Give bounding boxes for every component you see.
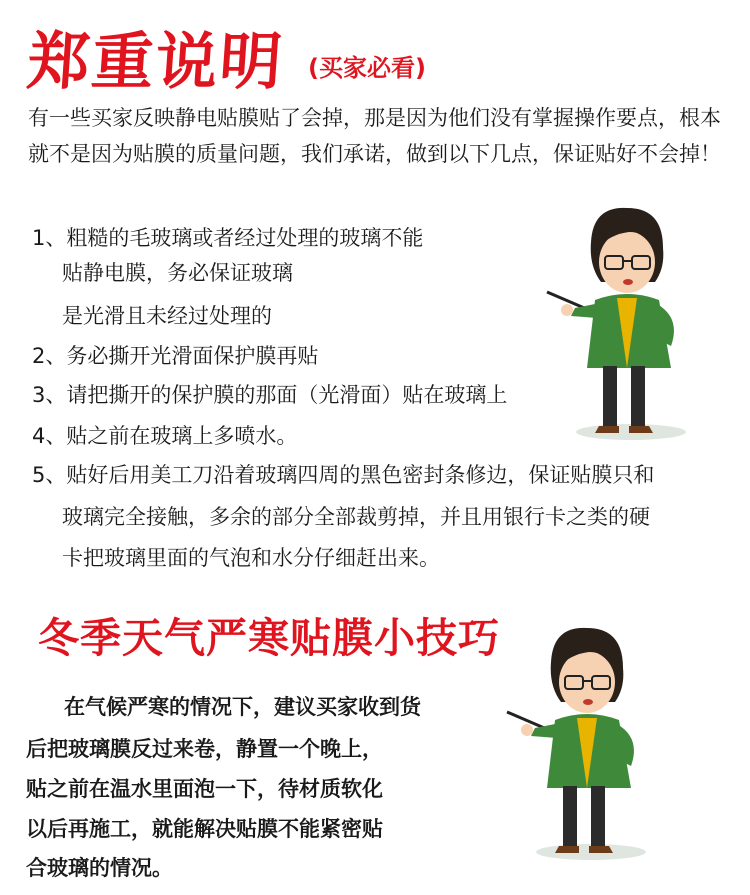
teacher-illustration xyxy=(535,200,695,450)
step-5-line-1: 5、贴好后用美工刀沿着玻璃四周的黑色密封条修边，保证贴膜只和 xyxy=(32,463,655,487)
page-title: 郑重说明 xyxy=(25,25,287,98)
teacher-illustration-2 xyxy=(495,620,655,870)
step-1-line-3: 是光滑且未经过处理的 xyxy=(62,304,272,328)
winter-tip-line-1: 在气候严寒的情况下，建议买家收到货 xyxy=(64,695,421,719)
winter-tip-line-5: 合玻璃的情况。 xyxy=(26,856,173,880)
winter-title: 冬季天气严寒贴膜小技巧 xyxy=(38,614,500,662)
intro-paragraph: 有一些买家反映静电贴膜贴了会掉，那是因为他们没有掌握操作要点，根本就不是因为贴膜的质量问题，我们承诺，做到以下几点，保证贴好不会掉！ xyxy=(28,106,721,166)
step-1-line-2: 贴静电膜，务必保证玻璃 xyxy=(62,261,293,285)
step-5-line-2: 玻璃完全接触，多余的部分全部裁剪掉，并且用银行卡之类的硬 xyxy=(62,505,650,529)
winter-tip-line-4: 以后再施工，就能解决贴膜不能紧密贴 xyxy=(26,817,383,841)
winter-tip-line-3: 贴之前在温水里面泡一下，待材质软化 xyxy=(26,777,383,801)
step-4: 4、贴之前在玻璃上多喷水。 xyxy=(32,424,298,448)
step-3: 3、请把撕开的保护膜的那面（光滑面）贴在玻璃上 xyxy=(32,383,508,407)
step-5-line-3: 卡把玻璃里面的气泡和水分仔细赶出来。 xyxy=(62,546,440,570)
step-2: 2、务必撕开光滑面保护膜再贴 xyxy=(32,344,319,368)
step-1-line-1: 1、粗糙的毛玻璃或者经过处理的玻璃不能 xyxy=(32,226,424,250)
winter-tip-line-2: 后把玻璃膜反过来卷，静置一个晚上， xyxy=(26,737,383,761)
page-subtitle: (买家必看) xyxy=(308,54,426,82)
